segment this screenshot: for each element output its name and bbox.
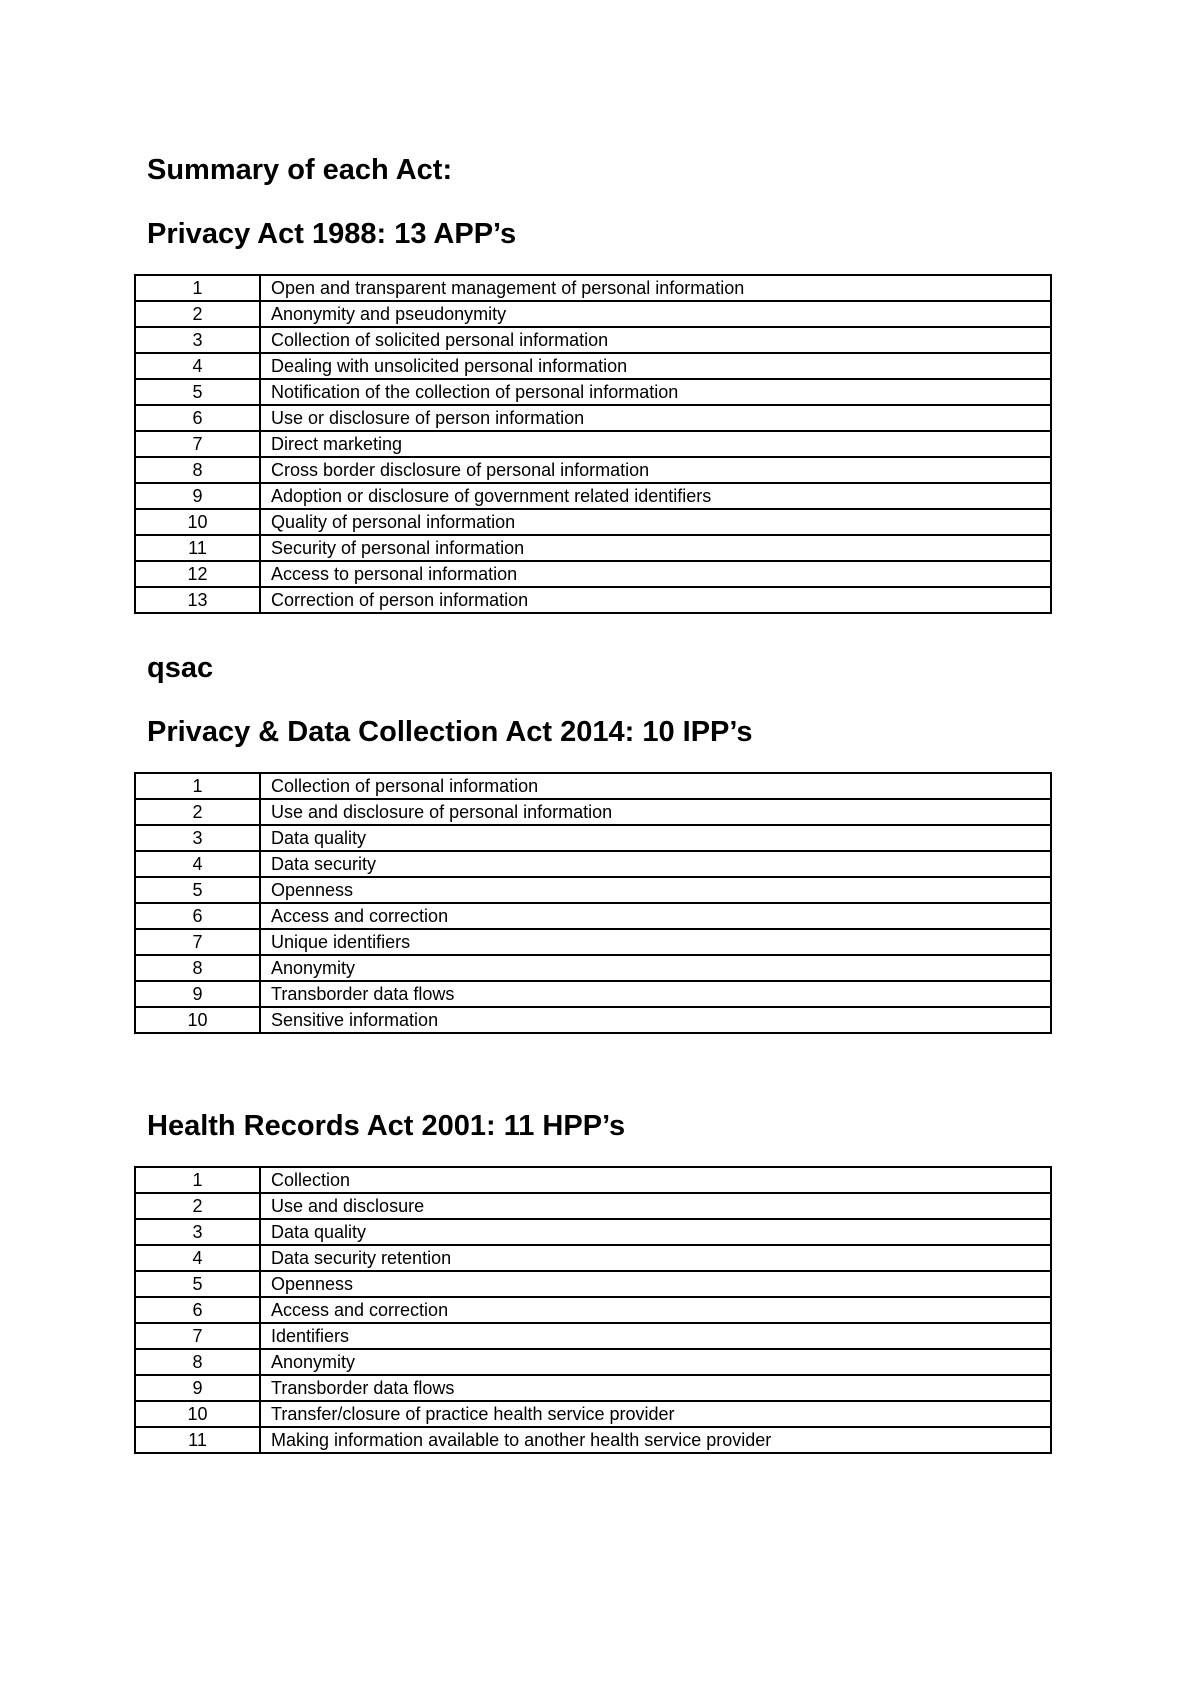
- principle-name: Identifiers: [260, 1323, 1051, 1349]
- table-row: [135, 773, 1051, 799]
- table-row: [135, 1349, 1051, 1375]
- table-row: [135, 379, 1051, 405]
- table-row: [135, 483, 1051, 509]
- principle-name: Open and transparent management of personal information: [260, 275, 1051, 301]
- principle-name: Collection of solicited personal information: [260, 327, 1051, 353]
- table-row: [135, 301, 1051, 327]
- principle-number: 7: [135, 1323, 260, 1349]
- principle-number: 5: [135, 877, 260, 903]
- principle-name: Dealing with unsolicited personal information: [260, 353, 1051, 379]
- table-row: [135, 431, 1051, 457]
- principle-name: Notification of the collection of personal information: [260, 379, 1051, 405]
- table-row: [135, 327, 1051, 353]
- table-row: [135, 509, 1051, 535]
- table-row: [135, 981, 1051, 1007]
- table-row: [135, 955, 1051, 981]
- principle-name: Use or disclosure of person information: [260, 405, 1051, 431]
- table-row: [135, 1323, 1051, 1349]
- table-row: [135, 1167, 1051, 1193]
- principle-number: 2: [135, 799, 260, 825]
- principle-number: 12: [135, 561, 260, 587]
- table-row: [135, 1427, 1051, 1453]
- principle-number: 1: [135, 773, 260, 799]
- table-row: [135, 1375, 1051, 1401]
- principle-name: Use and disclosure of personal information: [260, 799, 1051, 825]
- page-title: Summary of each Act:: [147, 154, 453, 186]
- hpp-table: [134, 1166, 1052, 1454]
- privacy-data-act-heading: Privacy & Data Collection Act 2014: 10 IPP’s: [147, 716, 753, 748]
- principle-number: 10: [135, 1401, 260, 1427]
- table-row: [135, 275, 1051, 301]
- table-row: [135, 1401, 1051, 1427]
- principle-number: 1: [135, 1167, 260, 1193]
- table-row: [135, 457, 1051, 483]
- principle-name: Access and correction: [260, 1297, 1051, 1323]
- principle-name: Data quality: [260, 825, 1051, 851]
- table-row: [135, 1007, 1051, 1033]
- table-row: [135, 851, 1051, 877]
- table-row: [135, 1245, 1051, 1271]
- principle-number: 4: [135, 851, 260, 877]
- privacy-act-heading: Privacy Act 1988: 13 APP’s: [147, 218, 517, 250]
- table-row: [135, 1271, 1051, 1297]
- principle-name: Transborder data flows: [260, 1375, 1051, 1401]
- table-row: [135, 929, 1051, 955]
- principle-name: Sensitive information: [260, 1007, 1051, 1033]
- principle-name: Data quality: [260, 1219, 1051, 1245]
- principle-number: 11: [135, 1427, 260, 1453]
- principle-name: Anonymity and pseudonymity: [260, 301, 1051, 327]
- principle-name: Unique identifiers: [260, 929, 1051, 955]
- principle-number: 3: [135, 825, 260, 851]
- principle-number: 8: [135, 955, 260, 981]
- principle-number: 3: [135, 327, 260, 353]
- principle-name: Data security: [260, 851, 1051, 877]
- principle-number: 2: [135, 1193, 260, 1219]
- principle-name: Anonymity: [260, 1349, 1051, 1375]
- principle-name: Access and correction: [260, 903, 1051, 929]
- principle-name: Direct marketing: [260, 431, 1051, 457]
- table-row: [135, 903, 1051, 929]
- principle-number: 9: [135, 981, 260, 1007]
- principle-name: Collection: [260, 1167, 1051, 1193]
- principle-number: 9: [135, 483, 260, 509]
- principle-name: Cross border disclosure of personal information: [260, 457, 1051, 483]
- principle-number: 4: [135, 353, 260, 379]
- principle-name: Openness: [260, 1271, 1051, 1297]
- principle-name: Adoption or disclosure of government related identifiers: [260, 483, 1051, 509]
- table-row: [135, 1297, 1051, 1323]
- principle-name: Collection of personal information: [260, 773, 1051, 799]
- principle-number: 6: [135, 405, 260, 431]
- table-row: [135, 561, 1051, 587]
- principle-number: 10: [135, 1007, 260, 1033]
- table-row: [135, 877, 1051, 903]
- principle-name: Making information available to another health service provider: [260, 1427, 1051, 1453]
- principle-number: 5: [135, 1271, 260, 1297]
- principle-number: 6: [135, 1297, 260, 1323]
- principle-name: Quality of personal information: [260, 509, 1051, 535]
- principle-number: 7: [135, 431, 260, 457]
- table-row: [135, 825, 1051, 851]
- principle-number: 7: [135, 929, 260, 955]
- principle-number: 6: [135, 903, 260, 929]
- principle-name: Use and disclosure: [260, 1193, 1051, 1219]
- principle-number: 5: [135, 379, 260, 405]
- table-row: [135, 587, 1051, 613]
- principle-name: Security of personal information: [260, 535, 1051, 561]
- app-table: [134, 274, 1052, 614]
- principle-number: 1: [135, 275, 260, 301]
- principle-number: 9: [135, 1375, 260, 1401]
- table-row: [135, 1193, 1051, 1219]
- stray-text: qsac: [147, 652, 214, 684]
- principle-number: 3: [135, 1219, 260, 1245]
- principle-name: Anonymity: [260, 955, 1051, 981]
- table-row: [135, 535, 1051, 561]
- principle-number: 8: [135, 457, 260, 483]
- ipp-table: [134, 772, 1052, 1034]
- health-act-heading: Health Records Act 2001: 11 HPP’s: [147, 1110, 626, 1142]
- table-row: [135, 799, 1051, 825]
- principle-name: Transfer/closure of practice health service provider: [260, 1401, 1051, 1427]
- principle-number: 4: [135, 1245, 260, 1271]
- principle-number: 11: [135, 535, 260, 561]
- principle-number: 13: [135, 587, 260, 613]
- principle-name: Access to personal information: [260, 561, 1051, 587]
- principle-name: Correction of person information: [260, 587, 1051, 613]
- table-row: [135, 1219, 1051, 1245]
- principle-name: Openness: [260, 877, 1051, 903]
- principle-name: Transborder data flows: [260, 981, 1051, 1007]
- principle-name: Data security retention: [260, 1245, 1051, 1271]
- table-row: [135, 353, 1051, 379]
- principle-number: 8: [135, 1349, 260, 1375]
- principle-number: 10: [135, 509, 260, 535]
- principle-number: 2: [135, 301, 260, 327]
- table-row: [135, 405, 1051, 431]
